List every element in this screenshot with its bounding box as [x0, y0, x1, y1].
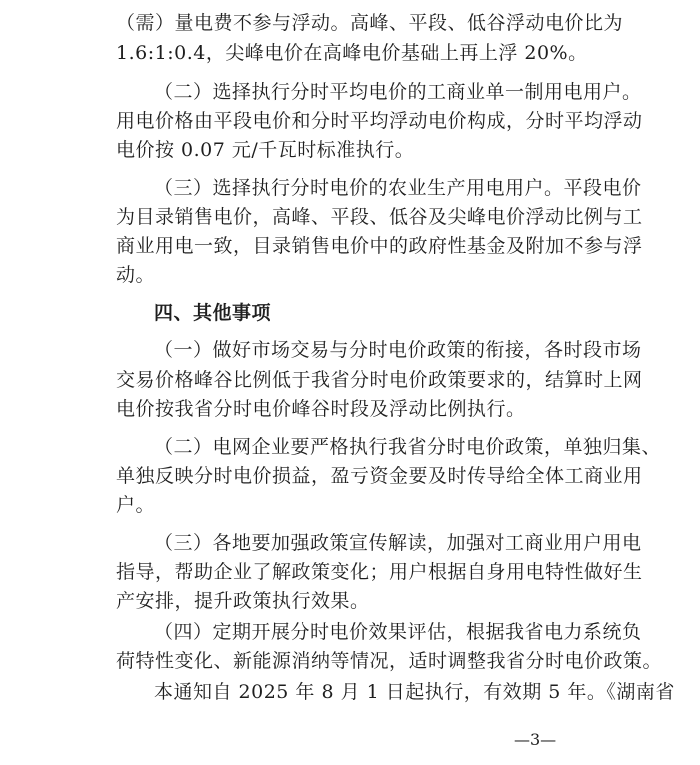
- text-line: 户。: [116, 494, 156, 516]
- text-line: 用电价格由平段电价和分时平均浮动电价构成，分时平均浮动: [116, 110, 643, 132]
- text-line: 指导，帮助企业了解政策变化；用户根据自身用电特性做好生: [116, 561, 643, 583]
- text-line: 产安排，提升政策执行效果。: [116, 590, 370, 612]
- text-line: （一）做好市场交易与分时电价政策的衔接，各时段市场: [154, 339, 642, 361]
- text-line: （二）电网企业要严格执行我省分时电价政策，单独归集、: [154, 436, 662, 458]
- text-line: 为目录销售电价，高峰、平段、低谷及尖峰电价浮动比例与工: [116, 206, 643, 228]
- text-line: 动。: [116, 264, 156, 286]
- text-line: 电价按我省分时电价峰谷时段及浮动比例执行。: [116, 398, 526, 420]
- text-line: 商业用电一致，目录销售电价中的政府性基金及附加不参与浮: [116, 235, 643, 257]
- text-line: 交易价格峰谷比例低于我省分时电价政策要求的，结算时上网: [116, 369, 643, 391]
- page-number: —3—: [514, 730, 557, 749]
- text-line: （三）选择执行分时电价的农业生产用电用户。平段电价: [154, 177, 642, 199]
- text-line: （四）定期开展分时电价效果评估，根据我省电力系统负: [154, 621, 642, 643]
- text-line: 本通知自 2025 年 8 月 1 日起执行，有效期 5 年。《湖南省: [154, 681, 675, 703]
- text-line: （需）量电费不参与浮动。高峰、平段、低谷浮动电价比为: [116, 12, 624, 34]
- text-line: 单独反映分时电价损益，盈亏资金要及时传导给全体工商业用: [116, 465, 643, 487]
- text-line: 荷特性变化、新能源消纳等情况，适时调整我省分时电价政策。: [116, 650, 663, 672]
- text-line: （三）各地要加强政策宣传解读，加强对工商业用户用电: [154, 532, 642, 554]
- text-line: （二）选择执行分时平均电价的工商业单一制用电用户。: [154, 81, 642, 103]
- text-line: 1.6:1:0.4，尖峰电价在高峰电价基础上再上浮 20%。: [116, 42, 588, 64]
- text-line: 电价按 0.07 元/千瓦时标准执行。: [116, 139, 415, 161]
- section-heading: 四、其他事项: [154, 302, 272, 324]
